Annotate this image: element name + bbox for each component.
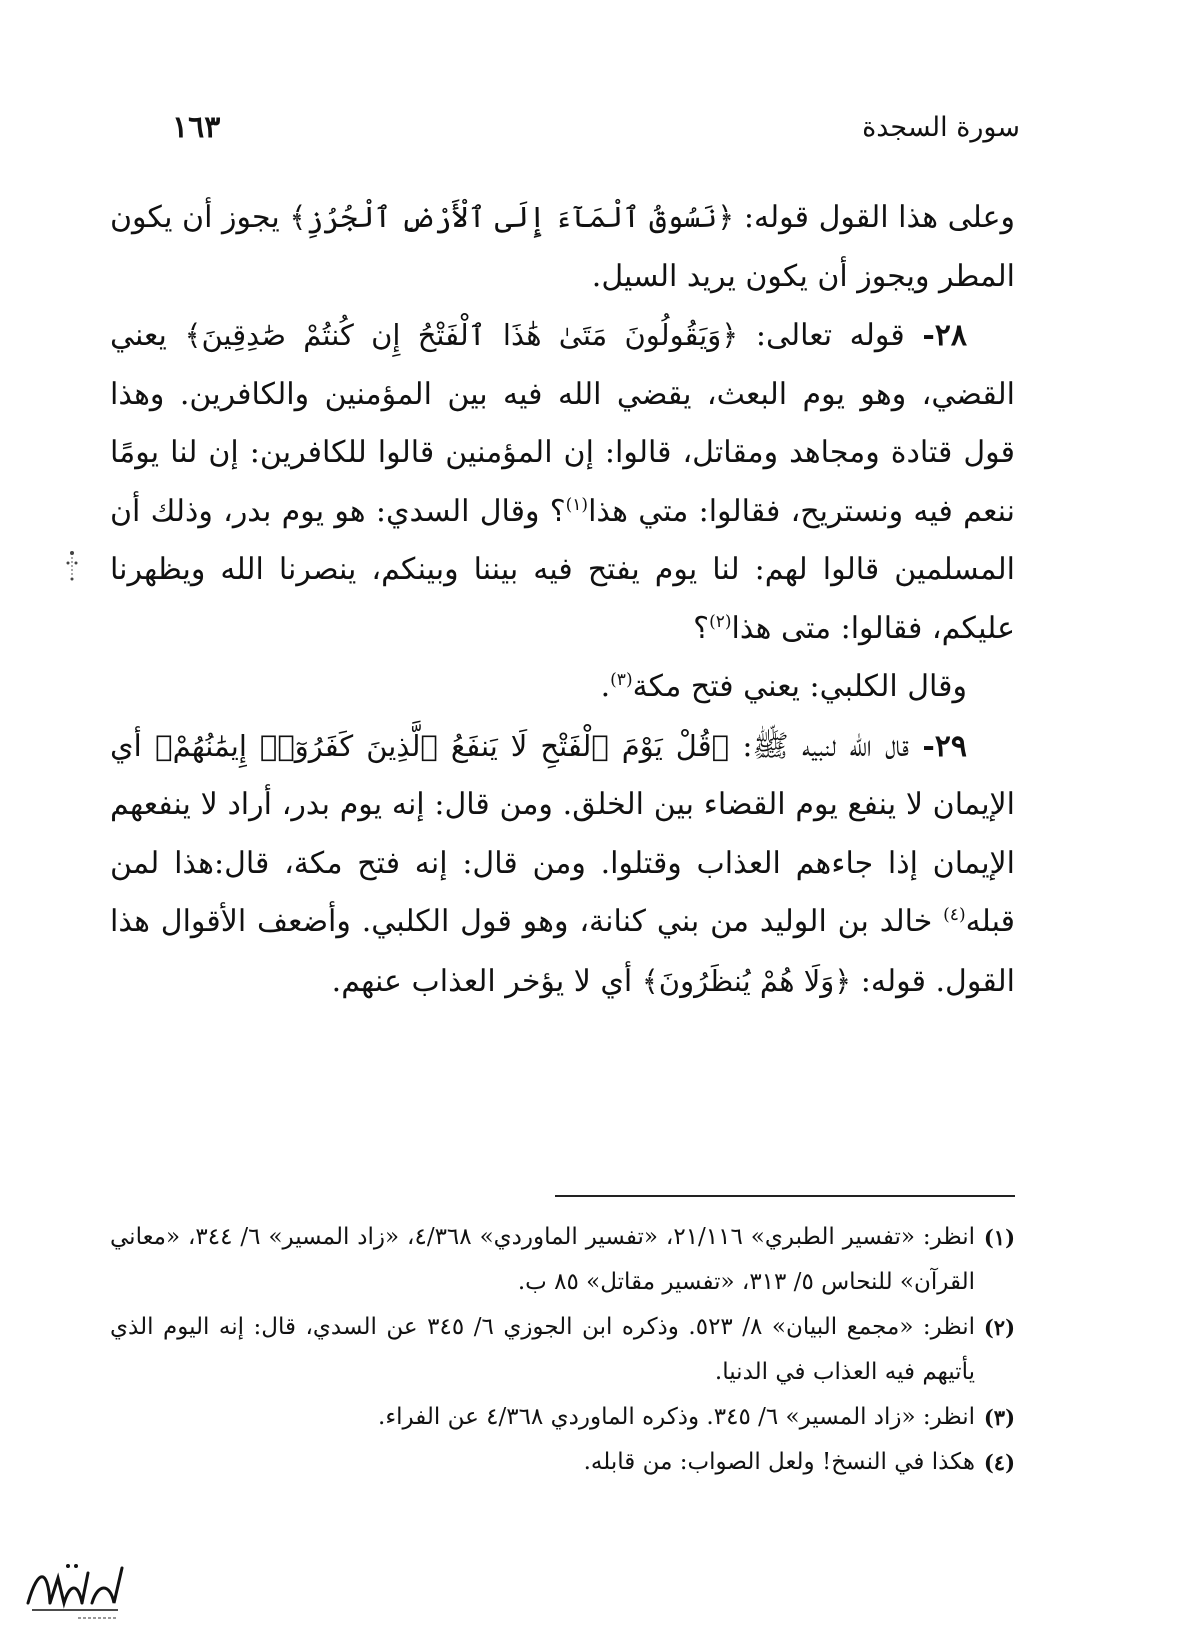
text-run: وعلى هذا القول قوله:: [734, 200, 1015, 235]
footnote-text: انظر: «مجمع البيان» ٨/ ٥٢٣. وذكره ابن الجوزي ٦/ ٣٤٥ عن السدي، قال: إنه اليوم الذي يأتيهم فيه العذاب في الدنيا.: [110, 1314, 976, 1385]
footnote: [110, 1305, 1015, 1395]
verse-number: ٢٨-: [922, 318, 967, 353]
footnote-ref: (٤): [943, 905, 966, 925]
text-run: وقال الكلبي: يعني فتح مكة: [632, 669, 967, 704]
footnote-mark: (٣): [983, 1405, 1015, 1430]
page-number: ١٦٣: [172, 109, 221, 145]
text-run: قال الله لنبيه ﷺ:: [729, 728, 923, 764]
footnote: [110, 1440, 1015, 1485]
footnote-text: انظر: «زاد المسير» ٦/ ٣٤٥. وذكره الماوردي ٤/٣٦٨ عن الفراء.: [378, 1404, 975, 1430]
footnote: [110, 1395, 1015, 1440]
text-run: قوله تعالى:: [738, 318, 923, 353]
footnote-text: انظر: «تفسير الطبري» ٢١/١١٦، «تفسير الماوردي» ٤/٣٦٨، «زاد المسير» ٦/ ٣٤٤، «معاني القرآن» للنحاس ٥/ ٣١٣، «تفسير مقاتل» ٨٥ ب.: [110, 1224, 975, 1295]
surah-title: سورة السجدة: [862, 111, 1020, 143]
paragraph-2: [110, 306, 1015, 658]
footnote-ref: (١): [565, 494, 589, 515]
quran-verse: ﴿قُلْ يَوْمَ ٱلْفَتْحِ لَا يَنفَعُ ٱلَّذِينَ كَفَرُوٓا۟ إِيمَٰنُهُمْ﴾: [155, 728, 730, 763]
footnote-mark: (١): [983, 1225, 1015, 1250]
main-text: [110, 188, 1015, 1011]
footnote-divider: [555, 1195, 1015, 1197]
text-run: يجوز أن يكون المطر ويجوز أن يكون يريد السيل.: [110, 200, 1015, 294]
text-run: أي لا يؤخر العذاب عنهم.: [331, 963, 642, 999]
footnote-mark: (٤): [983, 1450, 1015, 1475]
paragraph-1: [110, 188, 1015, 306]
footnote-mark: (٢): [983, 1315, 1015, 1340]
page-header: [172, 105, 1020, 149]
text-run: يعني القضي، وهو يوم البعث، يقضي الله فيه بين المؤمنين والكافرين. وهذا قول قتادة ومجاهد ومقاتل، قالوا: إن المؤمنين قالوا للكافرين: إن لنا يومًا ننعم فيه ونستريح، فقالوا: متي هذا: [110, 318, 1015, 529]
text-run: ؟: [693, 610, 710, 646]
paragraph-3: [110, 658, 1015, 717]
text-run: خالد بن الوليد من بني كنانة، وهو قول الكلبي. وأضعف الأقوال هذا القول. قوله:: [110, 904, 1015, 999]
footnote: [110, 1215, 1015, 1305]
margin-ornament-icon: [62, 545, 82, 585]
paragraph-4: [110, 717, 1015, 1012]
calligraphy-logo-icon: [18, 1548, 138, 1626]
verse-number: ٢٩-: [922, 728, 967, 764]
quran-verse: ﴿وَيَقُولُونَ مَتَىٰ هَٰذَا ٱلْفَتْحُ إِن كُنتُمْ صَٰدِقِينَ﴾: [184, 318, 739, 352]
quran-verse: ﴿وَلَا هُمْ يُنظَرُونَ﴾: [641, 963, 852, 998]
text-run: أي الإيمان لا ينفع يوم القضاء بين الخلق. ومن قال: إنه يوم بدر، أراد لا ينفعهم الإيمان إذا جاءهم العذاب وقتلوا. ومن قال: إنه فتح مكة، قال:هذا لمن قبله: [110, 728, 1015, 939]
footnote-text: هكذا في النسخ! ولعل الصواب: من قابله.: [583, 1449, 975, 1475]
text-run: ؟ وقال السدي: هو يوم بدر، وذلك أن المسلمين قالوا لهم: لنا يوم يفتح فيه بيننا وبينكم، ينصرنا الله ويظهرنا عليكم، فقالوا: متى هذا: [110, 493, 1015, 646]
text-run: .: [600, 669, 611, 704]
footnote-ref: (٣): [610, 670, 633, 690]
footnotes: [110, 1215, 1015, 1485]
footnote-ref: (٢): [709, 611, 732, 632]
quran-verse: ﴿نَسُوقُ ٱلْمَآءَ إِلَى ٱلْأَرْضِ ٱلْجُرُزِ﴾: [289, 200, 735, 234]
